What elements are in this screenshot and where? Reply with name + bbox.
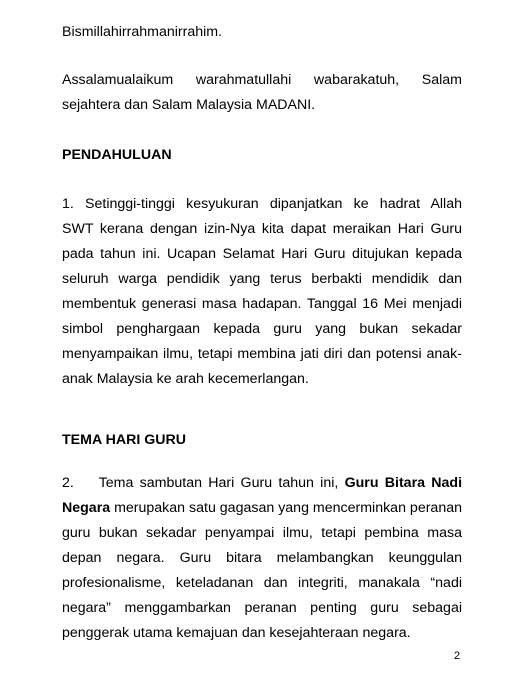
paragraph-line: 1. Setinggi-tinggi kesyukuran dipanjatkan ke hadrat Allah xyxy=(62,196,462,212)
paragraph-line: membentuk generasi masa hadapan. Tanggal 16 Mei menjadi xyxy=(62,296,462,312)
paragraph-text: merupakan satu gagasan yang mencerminkan peranan xyxy=(110,500,462,516)
paragraph-line: profesionalisme, keteladanan dan integriti, manakala “nadi xyxy=(62,575,462,591)
paragraph-line: penggerak utama kemajuan dan kesejahteraan negara. xyxy=(62,625,411,641)
opening-line: Bismillahirrahmanirrahim. xyxy=(62,24,223,40)
paragraph-line: depan negara. Guru bitara melambangkan keunggulan xyxy=(62,550,462,566)
section-heading-tema-hari-guru: TEMA HARI GURU xyxy=(62,432,187,448)
paragraph-text: 2. Tema sambutan Hari Guru tahun ini, xyxy=(62,475,345,491)
theme-name-bold: Guru Bitara Nadi xyxy=(344,475,463,491)
paragraph-line xyxy=(62,498,462,518)
section-heading-pendahuluan: PENDAHULUAN xyxy=(62,147,172,163)
paragraph-line: guru bukan sekadar penyampai ilmu, tetapi pembina masa xyxy=(62,525,462,541)
paragraph-line: SWT kerana dengan izin-Nya kita dapat meraikan Hari Guru xyxy=(62,221,462,237)
page-number: 2 xyxy=(454,650,461,662)
paragraph-line xyxy=(62,473,462,493)
paragraph-line: pada tahun ini. Ucapan Selamat Hari Guru ditujukan kepada xyxy=(62,246,462,262)
paragraph-line: anak Malaysia ke arah kecemerlangan. xyxy=(62,371,309,387)
paragraph-line: simbol penghargaan kepada guru yang bukan sekadar xyxy=(62,321,462,337)
greeting-line: Assalamualaikum warahmatullahi wabarakatuh, Salam xyxy=(62,72,462,88)
greeting-line: sejahtera dan Salam Malaysia MADANI. xyxy=(62,97,316,113)
paragraph-line: menyampaikan ilmu, tetapi membina jati diri dan potensi anak- xyxy=(62,346,462,362)
paragraph-line: seluruh warga pendidik yang terus berbakti mendidik dan xyxy=(62,271,462,287)
theme-name-bold: Negara xyxy=(62,500,111,516)
paragraph-line: negara” menggambarkan peranan penting guru sebagai xyxy=(62,600,462,616)
